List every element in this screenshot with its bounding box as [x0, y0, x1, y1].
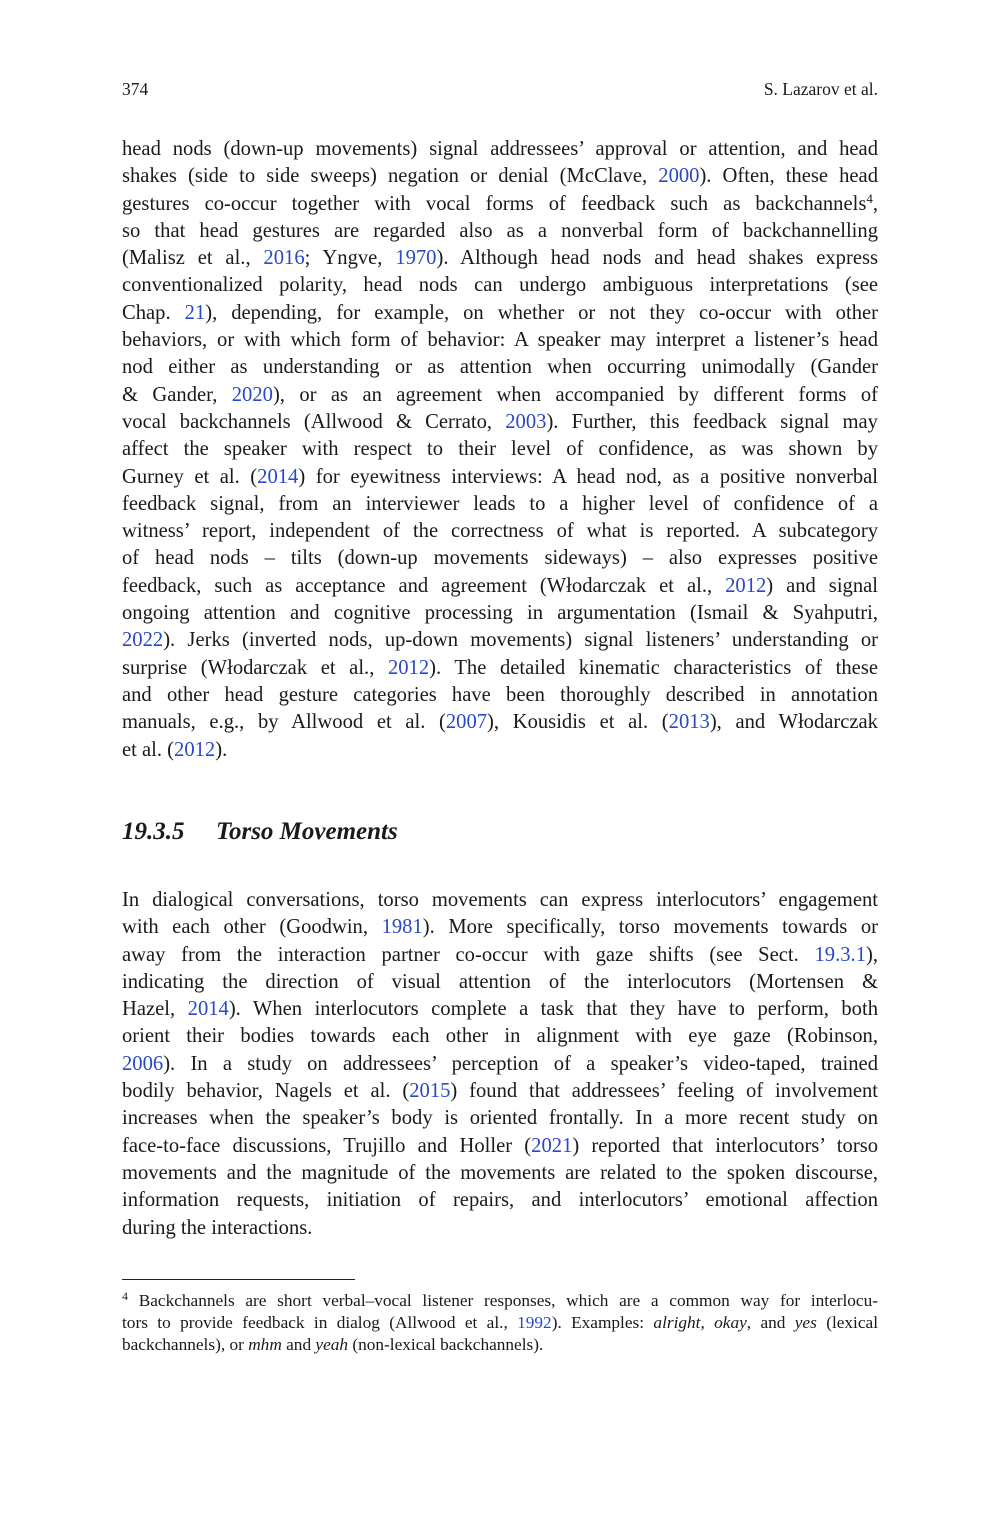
citation-link[interactable]: 2006 [122, 1052, 164, 1075]
text-line [122, 163, 878, 190]
text-line [122, 1051, 878, 1078]
text-run: with each other (Goodwin, [122, 916, 382, 939]
text-run: Chap. [122, 301, 185, 324]
page-number: 374 [122, 79, 149, 99]
text-run: conventionalized polarity, head nods can undergo ambiguous interpretations (see [122, 274, 878, 297]
text-line [122, 300, 878, 327]
text-run: surprise (Włodarczak et al., [122, 656, 388, 679]
text-line [122, 409, 878, 436]
text-line [122, 996, 878, 1023]
text-run: and other head gesture categories have been thoroughly described in annotation [122, 683, 878, 706]
text-run: (non-lexical backchannels). [348, 1335, 544, 1355]
text-run: behaviors, or with which form of behavior: A speaker may interpret a listener’s head [122, 329, 878, 352]
text-run: face-to-face discussions, Trujillo and Holler ( [122, 1134, 532, 1157]
text-run: ). When interlocutors complete a task that they have to perform, both [228, 998, 878, 1021]
text-run: ), or as an agreement when accompanied by different forms of [272, 383, 878, 406]
footnote-rule [122, 1279, 355, 1280]
citation-link[interactable]: 1970 [395, 247, 437, 270]
text-run: , [700, 1313, 715, 1333]
text-run: affect the speaker with respect to their level of confidence, as was shown by [122, 438, 878, 461]
text-line [122, 1334, 878, 1356]
text-line [122, 942, 878, 969]
text-line [122, 1078, 878, 1105]
text-line [122, 354, 878, 381]
text-run: ). More specifically, torso movements towards or [422, 916, 878, 939]
citation-link[interactable]: 2000 [658, 165, 700, 188]
text-run: away from the interaction partner co-occur with gaze shifts (see Sect. [122, 943, 815, 966]
text-run: bodily behavior, Nagels et al. ( [122, 1080, 410, 1103]
text-run: and [281, 1335, 316, 1355]
section-number: 19.3.5 [122, 818, 185, 845]
text-line [122, 491, 878, 518]
text-run: ) found that addressees’ feeling of involvement [450, 1080, 878, 1103]
text-run: nod either as understanding or as attention when occurring unimodally (Gander [122, 356, 878, 379]
citation-link[interactable]: 2007 [445, 711, 488, 734]
text-run: ), depending, for example, on whether or not they co-occur with other [205, 301, 878, 324]
citation-link[interactable]: 2022 [122, 629, 164, 652]
text-run: , [872, 192, 878, 215]
citation-link[interactable]: 21 [184, 301, 206, 324]
text-run: ). The detailed kinematic characteristics of these [429, 656, 878, 679]
text-line [122, 1312, 878, 1334]
text-run: ) for eyewitness interviews: A head nod, as a positive nonverbal [298, 465, 878, 488]
citation-link[interactable]: 1992 [517, 1313, 552, 1333]
text-run: ). Often, these head [699, 165, 878, 188]
citation-link[interactable]: 2016 [263, 247, 305, 270]
text-run: ), Kousidis et al. ( [487, 711, 669, 734]
text-run: witness’ report, independent of the correctness of what is reported. A subcategory [122, 520, 878, 543]
text-line [122, 682, 878, 709]
text-line [122, 627, 878, 654]
text-line [122, 136, 878, 163]
citation-link[interactable]: 2014 [257, 465, 299, 488]
text-line [122, 327, 878, 354]
text-run: feedback signal, from an interviewer leads to a higher level of confidence of a [122, 492, 878, 515]
text-line [122, 272, 878, 299]
italic-text: mhm [248, 1335, 282, 1355]
text-run: indicating the direction of visual attention of the interlocutors (Mortensen & [122, 970, 878, 993]
text-run: ). Jerks (inverted nods, up-down movements) signal listeners’ understanding or [163, 629, 878, 652]
text-line [122, 969, 878, 996]
text-run: ). [215, 738, 228, 761]
text-run: Hazel, [122, 998, 188, 1021]
text-line [122, 573, 878, 600]
text-line [122, 1215, 878, 1242]
text-run: movements and the magnitude of the movements are related to the spoken discourse, [122, 1161, 878, 1184]
text-run: head nods (down-up movements) signal addressees’ approval or attention, and head [122, 138, 878, 160]
section-title: Torso Movements [216, 818, 398, 845]
text-line [122, 887, 878, 914]
text-run: , and [746, 1313, 795, 1333]
text-run: so that head gestures are regarded also as a nonverbal form of backchannelling [122, 219, 878, 242]
text-run: gestures co-occur together with vocal forms of feedback such as backchannels [122, 192, 867, 215]
text-line [122, 245, 878, 272]
paragraph-head-gestures [122, 136, 878, 764]
citation-link[interactable]: 2012 [387, 656, 430, 679]
running-header-author: S. Lazarov et al. [763, 79, 878, 99]
text-line [122, 191, 878, 218]
section-heading [122, 818, 398, 846]
italic-text: yeah [315, 1335, 349, 1355]
text-run: In dialogical conversations, torso movements can express interlocutors’ engagement [122, 889, 878, 911]
text-line [122, 1023, 878, 1050]
italic-text: okay [714, 1313, 747, 1333]
citation-link[interactable]: 2021 [531, 1134, 573, 1157]
text-run: et al. ( [122, 738, 175, 761]
citation-link[interactable]: 2015 [409, 1080, 451, 1103]
text-line [122, 914, 878, 941]
text-run: (lexical [816, 1313, 879, 1333]
text-run: ). Further, this feedback signal may [546, 410, 878, 433]
text-run: ongoing attention and cognitive processing in argumentation (Ismail & Syahputri, [122, 602, 878, 625]
text-line [122, 600, 878, 627]
text-line [122, 655, 878, 682]
text-run: shakes (side to side sweeps) negation or denial (McClave, [122, 165, 659, 188]
text-run: feedback, such as acceptance and agreement (Włodarczak et al., [122, 574, 726, 597]
text-line [122, 518, 878, 545]
text-run: (Malisz et al., [122, 247, 264, 270]
text-line [122, 1105, 878, 1132]
text-line [122, 464, 878, 491]
text-run: during the interactions. [122, 1216, 313, 1239]
text-run: tors to provide feedback in dialog (Allwood et al., [122, 1313, 518, 1333]
citation-link[interactable]: 2020 [231, 383, 273, 406]
text-line [122, 1187, 878, 1214]
footnote-marker: 4 [866, 190, 873, 206]
footnote [122, 1290, 878, 1357]
text-run: manuals, e.g., by Allwood et al. ( [122, 711, 446, 734]
citation-link[interactable]: 2014 [187, 998, 229, 1021]
text-run: ). Examples: [551, 1313, 654, 1333]
italic-text: alright [653, 1313, 701, 1333]
text-run: Gurney et al. ( [122, 465, 258, 488]
paragraph-torso-movements [122, 887, 878, 1242]
text-line [122, 1290, 878, 1312]
citation-link[interactable]: 2012 [725, 574, 767, 597]
text-run: ). Although head nods and head shakes express [436, 247, 878, 270]
text-line [122, 1133, 878, 1160]
text-run: ), and Włodarczak [709, 711, 878, 734]
text-run: ) and signal [766, 574, 878, 597]
text-line [122, 737, 878, 764]
text-run: orient their bodies towards each other in alignment with eye gaze (Robinson, [122, 1025, 878, 1048]
citation-link[interactable]: 19.3.1 [814, 943, 866, 966]
text-run: information requests, initiation of repairs, and interlocutors’ emotional affection [122, 1189, 878, 1212]
text-run: vocal backchannels (Allwood & Cerrato, [122, 410, 506, 433]
text-line [122, 545, 878, 572]
citation-link[interactable]: 2012 [174, 738, 216, 761]
text-line [122, 1160, 878, 1187]
text-run: & Gander, [122, 383, 232, 406]
citation-link[interactable]: 2013 [668, 711, 710, 734]
text-run: Backchannels are short verbal–vocal listener responses, which are a common way for interlocu- [128, 1291, 878, 1310]
text-run: ), [865, 943, 878, 966]
text-run: increases when the speaker’s body is oriented frontally. In a more recent study on [122, 1107, 878, 1130]
citation-link[interactable]: 2003 [505, 410, 547, 433]
text-run: of head nods – tilts (down-up movements sideways) – also expresses positive [122, 547, 878, 570]
text-line [122, 382, 878, 409]
text-run: backchannels), or [122, 1335, 249, 1355]
footnote-marker: 4 [122, 1289, 128, 1303]
text-line [122, 709, 878, 736]
text-run: ). In a study on addressees’ perception of a speaker’s video-taped, trained [163, 1052, 878, 1075]
italic-text: yes [794, 1313, 817, 1333]
text-line [122, 218, 878, 245]
text-run: ) reported that interlocutors’ torso [572, 1134, 878, 1157]
citation-link[interactable]: 1981 [381, 916, 423, 939]
text-run: ; Yngve, [304, 247, 396, 270]
text-line [122, 436, 878, 463]
